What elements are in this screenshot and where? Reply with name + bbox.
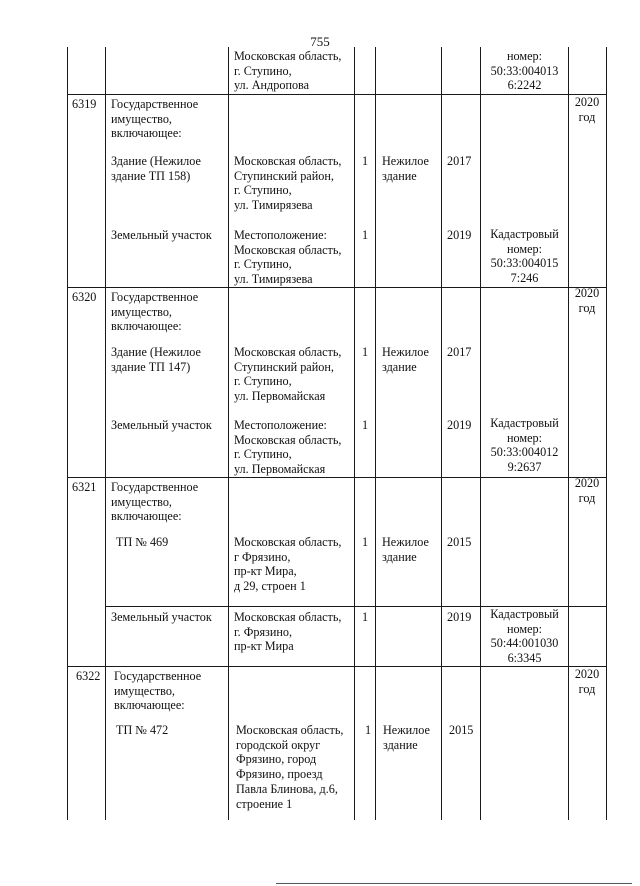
record-title: Государственное имущество, включающее:: [111, 480, 199, 524]
item-note: Кадастровый номер: 50:33:004015 7:246: [490, 227, 559, 286]
col-border-purpose: [441, 47, 442, 820]
page-bottom-rule: [276, 883, 632, 884]
col-border-note: [568, 47, 569, 820]
item-name: Земельный участок: [111, 610, 212, 624]
item-year: 2017: [447, 345, 472, 359]
record-year-included: 2020 год: [574, 286, 600, 315]
item-purpose: Нежилое здание: [383, 723, 430, 752]
item-purpose: Нежилое здание: [382, 345, 429, 374]
item-year: 2015: [449, 723, 474, 737]
item-location: Московская область, г Фрязино, пр-кт Мира, д 29, строен 1: [234, 535, 342, 594]
col-border-right: [606, 47, 607, 820]
item-year: 2019: [447, 228, 472, 242]
col-border-qty: [375, 47, 376, 820]
item-quantity: 1: [365, 723, 372, 737]
item-name: Земельный участок: [111, 228, 212, 242]
record-number: 6319: [72, 97, 97, 111]
row-border: [67, 477, 607, 478]
item-purpose: Нежилое здание: [382, 154, 429, 183]
table-cell-note: номер: 50:33:004013 6:2242: [490, 49, 559, 93]
record-title: Государственное имущество, включающее:: [111, 97, 199, 141]
record-year-included: 2020 год: [574, 667, 600, 696]
item-year: 2015: [447, 535, 472, 549]
item-quantity: 1: [362, 418, 369, 432]
item-location: Московская область, городской округ Фрязино, город Фрязино, проезд Павла Блинова, д.6, строение 1: [236, 723, 344, 811]
record-title: Государственное имущество, включающее:: [114, 669, 202, 713]
item-note: Кадастровый номер: 50:33:004012 9:2637: [490, 416, 559, 475]
item-quantity: 1: [362, 154, 369, 168]
table-cell-location: Московская область, г. Ступино, ул. Андропова: [234, 49, 342, 93]
item-year: 2019: [447, 418, 472, 432]
item-quantity: 1: [362, 610, 369, 624]
item-quantity: 1: [362, 228, 369, 242]
item-purpose: Нежилое здание: [382, 535, 429, 564]
item-note: Кадастровый номер: 50:44:001030 6:3345: [490, 607, 559, 666]
record-title: Государственное имущество, включающее:: [111, 290, 199, 334]
record-year-included: 2020 год: [574, 476, 600, 505]
item-location: Московская область, г. Фрязино, пр-кт Мира: [234, 610, 342, 654]
item-year: 2019: [447, 610, 472, 624]
record-number: 6322: [76, 669, 101, 683]
col-border-left: [67, 47, 68, 820]
item-quantity: 1: [362, 345, 369, 359]
record-number: 6320: [72, 290, 97, 304]
item-name: Земельный участок: [111, 418, 212, 432]
item-year: 2017: [447, 154, 472, 168]
row-border: [67, 94, 607, 95]
page-number: 755: [310, 34, 330, 49]
item-name: Здание (Нежилое здание ТП 158): [111, 154, 201, 183]
item-name: ТП № 472: [116, 723, 169, 737]
col-border-num: [105, 47, 106, 820]
record-number: 6321: [72, 480, 97, 494]
row-border: [67, 666, 607, 667]
item-name: ТП № 469: [116, 535, 169, 549]
row-border: [67, 287, 607, 288]
item-quantity: 1: [362, 535, 369, 549]
col-border-location: [354, 47, 355, 820]
item-location: Местоположение: Московская область, г. Ступино, ул. Первомайская: [234, 418, 342, 477]
item-location: Московская область, Ступинский район, г. Ступино, ул. Первомайская: [234, 345, 342, 404]
item-location: Московская область, Ступинский район, г. Ступино, ул. Тимирязева: [234, 154, 342, 213]
item-location: Местоположение: Московская область, г. Ступино, ул. Тимирязева: [234, 228, 342, 287]
item-name: Здание (Нежилое здание ТП 147): [111, 345, 201, 374]
col-border-name: [228, 47, 229, 820]
record-year-included: 2020 год: [574, 95, 600, 124]
